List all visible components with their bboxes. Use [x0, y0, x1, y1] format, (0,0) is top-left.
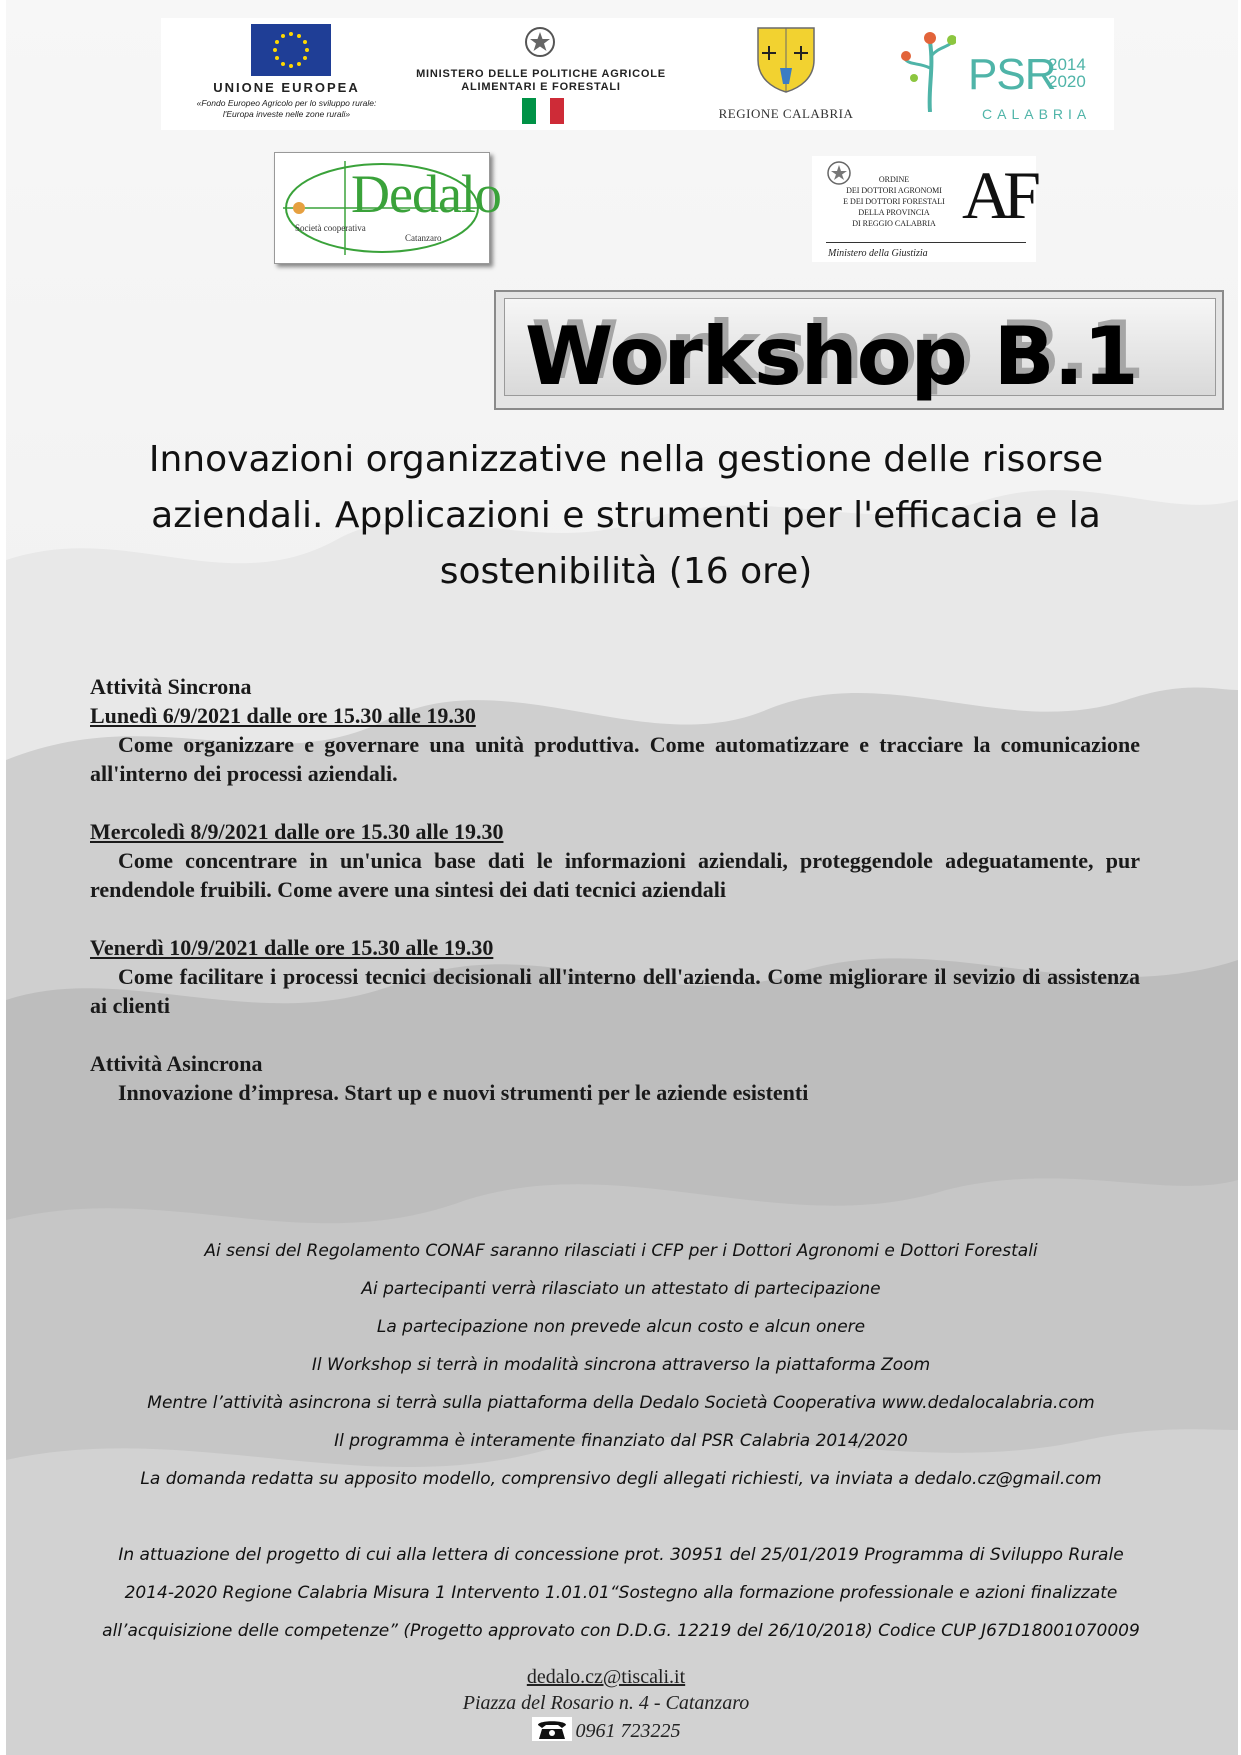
session-desc: Come concentrare in un'unica base dati le informazioni aziendali, proteggendole adeguatamente, pur rendendole fruibili. Come avere una sintesi dei dati tecnici aziendali: [90, 848, 1140, 902]
ordine-line5: DI REGGIO CALABRIA: [852, 219, 936, 228]
workshop-title-panel: [504, 298, 1216, 403]
session-desc: Come facilitare i processi tecnici decisionali all'interno dell'azienda. Come migliorare il sevizio di assistenza ai clienti: [90, 964, 1140, 1018]
eu-subtitle-line1: «Fondo Europeo Agricolo per lo sviluppo rurale:: [196, 98, 377, 108]
psr-subtitle: CALABRIA: [982, 106, 1092, 122]
info-line: Mentre l’attività asincrona si terrà sulla piattaforma della Dedalo Società Cooperativa www.dedalocalabria.com: [147, 1393, 1095, 1413]
ordine-line3: E DEI DOTTORI FORESTALI: [843, 197, 945, 206]
session-date: Mercoledì 8/9/2021 dalle ore 15.30 alle 19.30: [90, 819, 504, 844]
legal-line: all’acquisizione delle competenze” (Progetto approvato con D.D.G. 12219 del 26/10/2018) Codice CUP J67D18001070009: [102, 1621, 1140, 1641]
legal-line: 2014-2020 Regione Calabria Misura 1 Intervento 1.01.01“Sostegno alla formazione professionale e azioni finalizzate: [124, 1583, 1118, 1603]
ministry-line2: ALIMENTARI E FORESTALI: [461, 81, 621, 93]
info-line: Ai partecipanti verrà rilasciato un attestato di partecipazione: [361, 1279, 881, 1299]
ordine-monogram: AF: [962, 157, 1033, 233]
subtitle-line3: sostenibilità (16 ore): [439, 551, 813, 592]
eu-subtitle-line2: l'Europa investe nelle zone rurali»: [222, 109, 351, 119]
republic-emblem-icon: [523, 24, 557, 60]
session-date: Lunedì 6/9/2021 dalle ore 15.30 alle 19.30: [90, 703, 476, 728]
dedalo-society: Società cooperativa: [295, 223, 366, 233]
contact-phone-row: [346, 1716, 866, 1746]
telephone-icon: [532, 1717, 572, 1741]
async-label: Attività Asincrona: [90, 1051, 263, 1076]
region-title: REGIONE CALABRIA: [718, 106, 854, 121]
sync-label: Attività Sincrona: [90, 674, 252, 699]
psr-year-end: 2020: [1048, 72, 1086, 91]
info-line: Il Workshop si terrà in modalità sincrona attraverso la piattaforma Zoom: [311, 1355, 931, 1375]
ordine-divider: [826, 242, 1026, 243]
info-block: [46, 1232, 1196, 1498]
eu-title: UNIONE EUROPEA: [213, 80, 360, 95]
contact-footer: [346, 1664, 866, 1746]
info-line: Il programma è interamente finanziato dal PSR Calabria 2014/2020: [334, 1431, 908, 1451]
logo-band: [161, 18, 1114, 130]
contact-phone: 0961 723225: [575, 1720, 681, 1742]
ordine-logo: [812, 156, 1036, 262]
workshop-title: Workshop B.1: [525, 310, 1138, 403]
contact-email-link[interactable]: dedalo.cz@tiscali.it: [526, 1666, 686, 1688]
session-desc: Come organizzare e governare una unità produttiva. Come automatizzare e tracciare la comunicazione all'interno dei processi aziendali.: [90, 732, 1140, 786]
subtitle-line1: Innovazioni organizzative nella gestione delle risorse: [148, 439, 1104, 480]
info-line: Ai sensi del Regolamento CONAF saranno rilasciati i CFP per i Dottori Agronomi e Dottori Forestali: [204, 1241, 1038, 1261]
flyer-page: [6, 0, 1238, 1755]
psr-year-start: 2014: [1048, 55, 1086, 74]
psr-logo: [896, 22, 1106, 126]
calabria-shield-icon: [754, 24, 818, 94]
italy-flag-icon: [522, 98, 564, 124]
contact-address: Piazza del Rosario n. 4 - Catanzaro: [462, 1692, 750, 1714]
legal-line: In attuazione del progetto di cui alla lettera di concessione prot. 30951 del 25/01/2019 Programma di Sviluppo Rurale: [118, 1545, 1124, 1565]
ministry-title: [411, 68, 671, 94]
ministry-logo: [411, 22, 671, 126]
eu-flag-icon: [251, 24, 331, 76]
dedalo-name: Dedalo: [351, 164, 501, 224]
psr-years: [1048, 56, 1086, 90]
ordine-text: [824, 174, 964, 229]
ordine-line1: ORDINE: [878, 175, 910, 184]
ordine-ministry: Ministero della Giustizia: [828, 248, 928, 259]
workshop-title-frame: [494, 290, 1224, 410]
ministry-line1: MINISTERO DELLE POLITICHE AGRICOLE: [416, 68, 666, 80]
dedalo-city: Catanzaro: [405, 233, 442, 243]
dedalo-logo: [274, 152, 501, 264]
schedule: [90, 672, 1140, 1107]
ordine-line4: DELLA PROVINCIA: [858, 208, 930, 217]
eu-subtitle: [169, 98, 404, 120]
plant-icon: [900, 28, 956, 112]
legal-block: [46, 1536, 1196, 1650]
ordine-line2: DEI DOTTORI AGRONOMI: [846, 186, 942, 195]
info-line: La domanda redatta su apposito modello, comprensivo degli allegati richiesti, va inviata a dedalo.cz@gmail.com: [140, 1469, 1102, 1489]
async-desc: Innovazione d’impresa. Start up e nuovi strumenti per le aziende esistenti: [118, 1080, 809, 1105]
psr-text: PSR: [968, 50, 1056, 99]
session-date: Venerdì 10/9/2021 dalle ore 15.30 alle 19.30: [90, 935, 494, 960]
subtitle-line2: aziendali. Applicazioni e strumenti per l'efficacia e la: [151, 495, 1101, 536]
eu-logo: [169, 22, 404, 126]
info-line: La partecipazione non prevede alcun costo e alcun onere: [376, 1317, 866, 1337]
workshop-subtitle: [96, 432, 1156, 600]
region-logo: [711, 22, 861, 126]
